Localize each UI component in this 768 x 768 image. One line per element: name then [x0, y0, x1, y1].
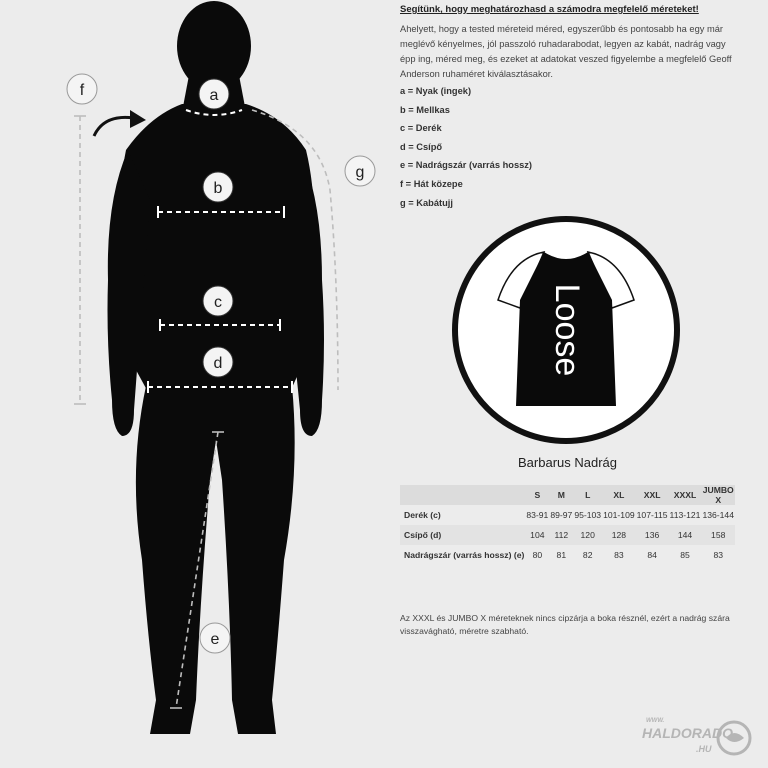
table-cell: 83-91 — [526, 510, 549, 520]
marker-b — [203, 172, 233, 202]
table-cell: 83 — [713, 550, 723, 560]
table-cell: 113-121 — [669, 510, 701, 520]
legend-item-d: d = Csípő — [400, 141, 443, 152]
table-cell: 95-103 — [574, 510, 602, 520]
table-cell: 101-109 — [603, 510, 635, 520]
marker-a-label: a — [209, 87, 219, 104]
watermark-www: WWW. — [646, 718, 665, 724]
table-cell: 82 — [582, 550, 593, 560]
marker-b-label: b — [213, 180, 223, 197]
legend-item-f: f = Hát közepe — [400, 178, 463, 189]
table-cell: 136-144 — [702, 510, 734, 520]
marker-g — [345, 156, 375, 186]
table-cell: 136 — [636, 525, 669, 545]
marker-e — [200, 623, 230, 653]
row-label: Derék (c) — [404, 510, 441, 520]
intro-paragraph: Ahelyett, hogy a tested méreteid méred, egyszerűbb és pontosabb ha egy már meglévő kényelmes, jól passzoló ruhadarabodat, legyen az kabát, nadrág vagy épp ing, méred meg, és ezeket at adatokat veszed figyelembe a megfelelő Geoff Anderson ruhaméret kiválasztásakor. — [400, 24, 732, 79]
curved-arrow-icon — [94, 110, 146, 136]
table-cell: 128 — [602, 525, 636, 545]
header-empty — [400, 485, 525, 505]
marker-c-label: c — [214, 294, 222, 311]
watermark-tld: .HU — [696, 744, 712, 754]
header-size-jumbo-x: JUMBO X — [702, 485, 734, 505]
marker-a — [199, 79, 229, 109]
marker-d-label: d — [213, 355, 223, 372]
size-table-header-row — [400, 485, 735, 505]
legend-item-a: a = Nyak (ingek) — [400, 86, 472, 96]
measurement-legend — [400, 82, 740, 212]
table-row — [400, 525, 735, 545]
marker-g-label: g — [355, 164, 365, 181]
size-note: Az XXXL és JUMBO X méreteknek nincs cipzárja a boka résznél, ezért a nadrág szára visszavágható, méretre szabható. — [400, 613, 730, 636]
size-table-title: Barbarus Nadrág — [518, 455, 617, 470]
table-cell: 104 — [525, 525, 549, 545]
header-size-xxxl: XXXL — [669, 485, 702, 505]
table-row — [400, 545, 735, 565]
shirt-fit-label: Loose — [548, 283, 586, 377]
loose-shirt-icon — [455, 219, 677, 441]
marker-d — [203, 347, 233, 377]
haldorado-watermark-logo — [640, 712, 760, 758]
watermark-brand: HALDORADO — [642, 725, 733, 741]
header-size-m: M — [549, 485, 573, 505]
table-cell: 80 — [532, 550, 543, 560]
table-cell: 158 — [701, 525, 735, 545]
table-cell: 84 — [647, 550, 657, 560]
table-row — [400, 505, 735, 525]
legend-item-g: g = Kabátujj — [400, 197, 453, 208]
table-cell: 112 — [549, 525, 573, 545]
legend-item-b: b = Mellkas — [400, 104, 450, 115]
table-cell: 89-97 — [550, 510, 573, 520]
marker-c — [203, 286, 233, 316]
header-size-xl: XL — [602, 485, 636, 505]
header-size-s: S — [525, 485, 549, 505]
row-label: Csípő (d) — [400, 525, 525, 545]
marker-e-label: e — [210, 631, 220, 648]
marker-f-label: f — [79, 82, 85, 99]
table-cell: 83 — [614, 550, 624, 560]
header-size-l: L — [573, 485, 602, 505]
table-cell: 120 — [573, 525, 602, 545]
marker-f — [67, 74, 97, 104]
page-heading: Segítünk, hogy meghatározhasd a számodra megfelelő méreteket! — [400, 4, 699, 15]
table-cell: 85 — [680, 550, 690, 560]
legend-item-c: c = Derék — [400, 123, 442, 134]
table-cell: 107-115 — [636, 510, 668, 520]
size-table — [400, 485, 735, 565]
table-cell: 81 — [556, 550, 567, 560]
table-cell: 144 — [669, 525, 702, 545]
header-size-xxl: XXL — [636, 485, 669, 505]
legend-item-e: e = Nadrágszár (varrás hossz) — [400, 160, 533, 171]
row-label: Nadrágszár (varrás hossz) (e) — [404, 550, 525, 560]
